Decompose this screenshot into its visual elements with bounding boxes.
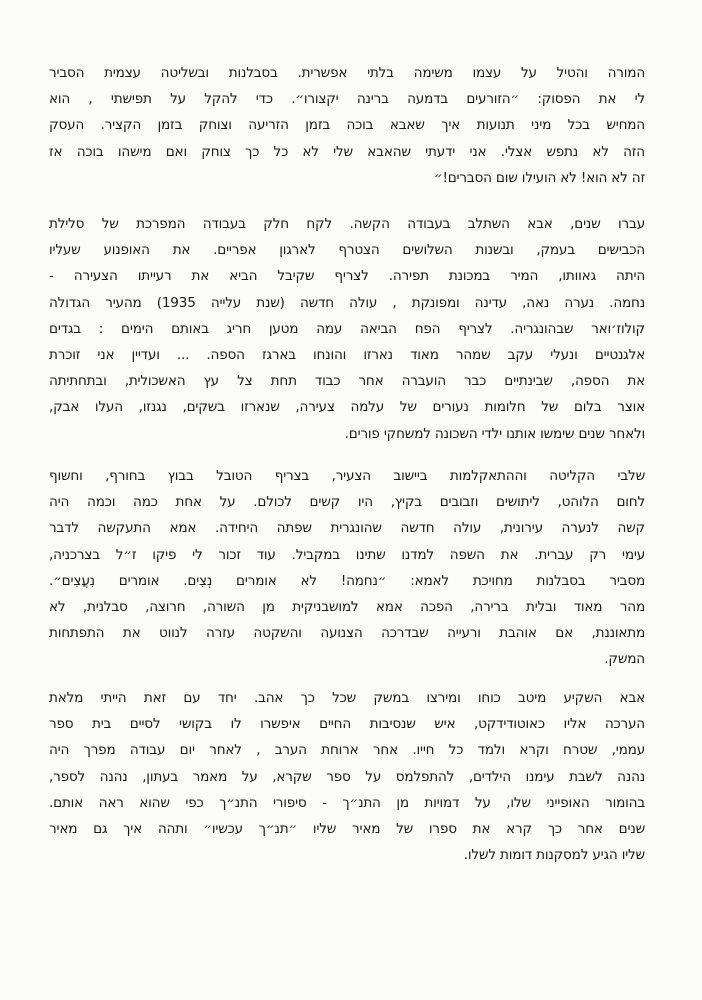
text-line: קולוז׳ואר שבהונגריה. לצריף הפח הביאה עמה מטען חריג באותם הימים : בגדים [49,320,645,337]
text-line: שנים אחר כך קרא את ספרו של מאיר שליו ״תנ״ך עכשיו״ ותהה איך גם מאיר [49,820,645,837]
text-line: את הספה, שבינתיים כבר הועברה אחר כבוד תחת צל עץ האשכולית, ובתחתיתה [49,373,645,390]
text-line: נחמה. נערה נאה, עדינה ומפונקת , עולה חדשה (שנת עלייה 1935) מהעיר הגדולה [49,294,645,311]
text-line: לחום הלוהט, ליתושים וזבובים בקיץ, היו קשים לכולם. על אחת כמה וכמה היה [49,494,645,511]
text-line: אבא השקיע מיטב כוחו ומירצו במשק שכל כך אהב. יחד עם זאת הייתי מלאת [49,690,645,706]
text-line: בהומור האופייני שלו, על דמויות מן התנ״ך - סיפורי התנ״ך כפי שהוא ראה אותם. [49,794,645,811]
text-line: ולאחר שנים שימשו אותנו ילדי השכונה למשחקי פורים. [344,425,645,442]
text-line: המחיש בכל מיני תנועות איך שאבא בוכה בזמן הזריעה וצוחק בזמן הקציר. העסק [49,117,645,134]
text-line: הערכה אליו כאוטודידקט, איש שנסיבות החיים איפשרו לו בקושי לסיים בית ספר [49,716,645,733]
text-line: היתה גאוותו, המיר במכונת תפירה. לצריף שקיבל הביא את רעייתו הצעירה - [49,268,645,285]
text-line: עימי רק עברית. את השפה למדנו שתינו במקביל. עוד זכור לי פיקו ז״ל בצרכניה, [49,546,645,563]
text-line: זה לא הוא! לא הועילו שום הסברים!״ [433,169,645,186]
text-line: הכבישים בעמק, ובשנות השלושים הצטרף לארגון אפריים. את האופנוע שעליו [49,242,645,259]
text-line: נהנה לשבת עימנו הילדים, להתפלמס על ספר שקרא, על מאמר בעתון, נהנה לספר, [49,768,645,785]
text-line: עממי, שטרח וקרא ולמד כל חייו. אחר ארוחת הערב , לאחר יום עבודה מפרך היה [49,742,645,759]
paragraph-father-autodidact [49,685,645,868]
text-line: מתאוננת, אם אוהבת ורעייה שבדרכה הצנועה והשקטה עזרה לנווט את התפתחות [49,625,645,642]
text-line: אוצר בלום של חלומות נעורים של עלמה צעירה, שנארזו בשקים, נגנזו, העלו אבק, [49,399,645,416]
text-line: המורה והטיל על עצמו משימה בלתי אפשרית. בסבלנות ובשליטה עצמית הסביר [49,65,645,81]
paragraph-father-and-mother [49,211,645,447]
paragraph-teacher-verse [49,60,645,191]
text-line: שליו הגיע למסקנות דומות לשלו. [463,847,645,864]
text-line: עברו שנים, אבא השתלב בעבודה הקשה. לקח חלק בעבודה המפרכת של סלילת [49,216,645,232]
text-line: מהר מאוד ובלית ברירה, הפכה אמא למושבניקית מן השורה, חרוצה, סבלנית, לא [49,598,645,615]
text-line: לי את הפסוק: ״הזורעים בדמעה ברינה יקצורו״. כדי להקל על תפישתי , הוא [49,91,645,108]
text-line: אלגנטיים ונעלי עקב שמהר מאוד נארזו והונחו בארגז הספה. ... ועדיין אני זוכרת [49,346,645,363]
text-line: המשק. [604,651,645,668]
paragraph-absorption [49,463,645,673]
text-line: קשה לנערה עירונית, עולה חדשה שהונגרית שפתה היחידה. אמא התעקשה לדבר [49,520,645,537]
text-line: הזה לא נתפש אצלי. אני ידעתי שהאבא שלי לא כל כך צוחק ואם מישהו בוכה אז [49,143,645,160]
text-line: שלבי הקליטה וההתאקלמות ביישוב הצעיר, בצריף הטובל בבוץ בחורף, וחשוף [49,468,645,484]
text-line: מסביר בסבלנות מחויכת לאמא: ״נחמה! לא אומרים נְצִים. אומרים נִעֲצִים״. [49,572,645,589]
